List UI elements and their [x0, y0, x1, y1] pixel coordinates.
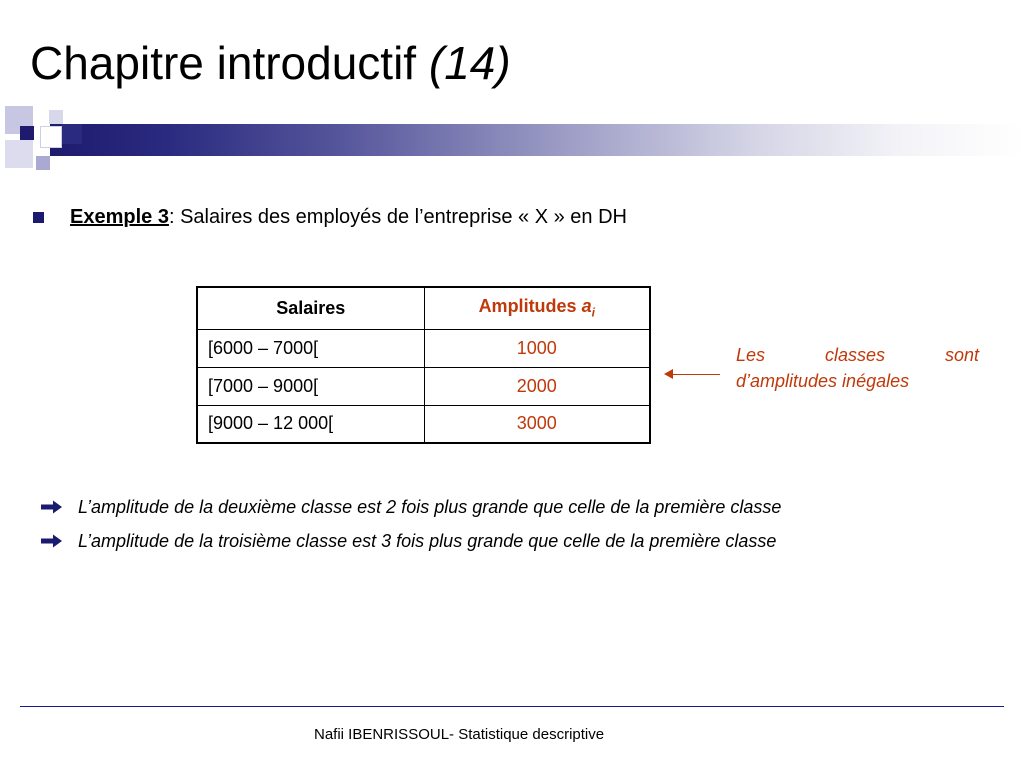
title-number: (14) — [428, 37, 511, 89]
cell-amplitude: 2000 — [424, 367, 650, 405]
cell-salaires: [7000 – 9000[ — [197, 367, 424, 405]
cell-amplitude: 3000 — [424, 405, 650, 443]
side-note-word: sont — [944, 345, 979, 365]
decor-square — [49, 110, 63, 124]
header-amplitude-symbol: a — [581, 296, 592, 317]
header-gradient-band — [50, 124, 1024, 156]
header-salaires: Salaires — [197, 287, 424, 329]
arrow-head — [664, 369, 673, 379]
conclusion-list — [40, 490, 781, 558]
table-header-row — [197, 287, 650, 329]
header-amplitude-subscript: i — [591, 306, 595, 321]
example-text: : Salaires des employés de l’entreprise « X » en DH — [168, 206, 627, 228]
side-note-line2: d’amplitudes inégales — [736, 371, 910, 391]
table-row — [197, 367, 650, 405]
side-note-word: classes — [824, 345, 886, 365]
header-amplitudes-label: Amplitudes — [478, 296, 582, 317]
arrow-shaft — [668, 374, 720, 375]
decor-square — [40, 126, 62, 148]
square-bullet-icon — [33, 212, 44, 223]
decor-square — [20, 126, 34, 140]
conclusion-text: L’amplitude de la deuxième classe est 2 fois plus grande que celle de la première classe — [78, 496, 782, 517]
side-note-word: Les — [736, 345, 766, 365]
table-row — [197, 329, 650, 367]
list-item — [40, 524, 781, 558]
salary-table — [196, 286, 651, 444]
cell-salaires: [6000 – 7000[ — [197, 329, 424, 367]
footer-divider — [20, 706, 1004, 707]
footer-text: Nafii IBENRISSOUL- Statistique descriptive — [314, 726, 605, 743]
decor-square — [62, 124, 82, 144]
example-label: Exemple 3 — [70, 206, 169, 228]
list-item — [40, 490, 781, 524]
conclusion-text: L’amplitude de la troisième classe est 3 fois plus grande que celle de la première classe — [78, 530, 777, 551]
decor-square — [5, 140, 33, 168]
cell-salaires: [9000 – 12 000[ — [197, 405, 424, 443]
side-note — [736, 342, 979, 394]
title-main: Chapitre introductif — [30, 37, 429, 89]
side-note-line1 — [736, 342, 979, 368]
cell-amplitude: 1000 — [424, 329, 650, 367]
right-arrow-icon — [40, 533, 64, 549]
slide-title — [30, 38, 511, 89]
header-amplitudes — [424, 287, 650, 329]
table-row — [197, 405, 650, 443]
right-arrow-icon — [40, 499, 64, 515]
example-bullet — [33, 206, 627, 229]
decor-square — [36, 156, 50, 170]
